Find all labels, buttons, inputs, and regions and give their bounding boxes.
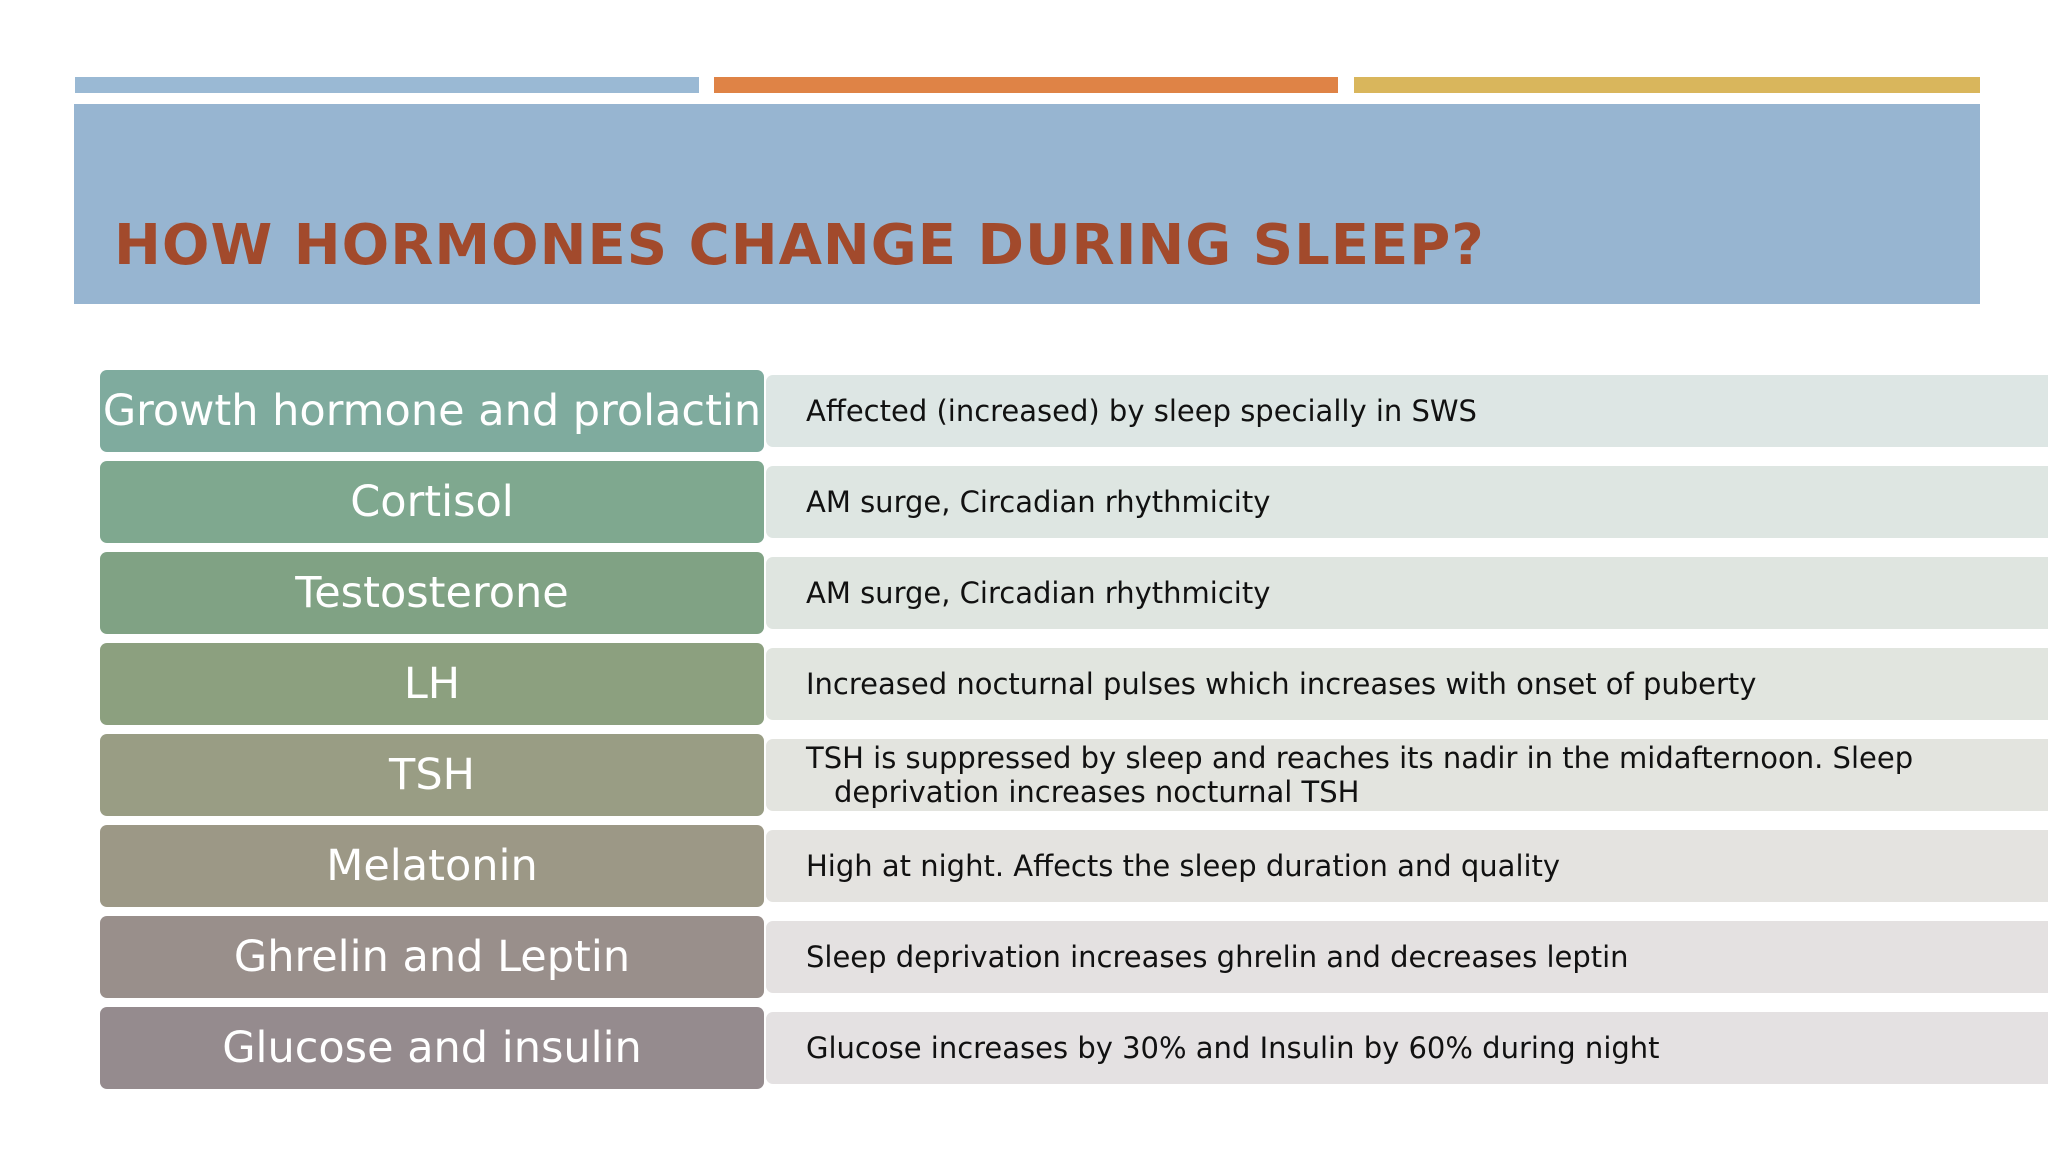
table-row xyxy=(100,370,1960,452)
accent-bar-orange xyxy=(714,77,1338,93)
table-row xyxy=(100,825,1960,907)
hormone-label: Growth hormone and prolactin xyxy=(100,370,764,452)
hormone-description: Sleep deprivation increases ghrelin and decreases leptin xyxy=(766,921,2048,993)
hormone-label: Melatonin xyxy=(100,825,764,907)
hormone-label: LH xyxy=(100,643,764,725)
hormone-label: Cortisol xyxy=(100,461,764,543)
accent-bar-gold xyxy=(1354,77,1980,93)
hormone-description: Affected (increased) by sleep specially in SWS xyxy=(766,375,2048,447)
hormone-label: TSH xyxy=(100,734,764,816)
table-row xyxy=(100,552,1960,634)
hormone-description: TSH is suppressed by sleep and reaches its nadir in the midafternoon. Sleep deprivation increases nocturnal TSH xyxy=(766,739,2048,811)
hormone-description: Increased nocturnal pulses which increases with onset of puberty xyxy=(766,648,2048,720)
hormone-description: AM surge, Circadian rhythmicity xyxy=(766,466,2048,538)
table-row xyxy=(100,461,1960,543)
hormone-description: High at night. Affects the sleep duration and quality xyxy=(766,830,2048,902)
hormone-label: Testosterone xyxy=(100,552,764,634)
slide-title: HOW HORMONES CHANGE DURING SLEEP? xyxy=(114,213,1485,278)
hormone-label: Ghrelin and Leptin xyxy=(100,916,764,998)
hormone-description: AM surge, Circadian rhythmicity xyxy=(766,557,2048,629)
hormone-table xyxy=(100,370,1960,1098)
table-row xyxy=(100,643,1960,725)
table-row xyxy=(100,916,1960,998)
table-row xyxy=(100,734,1960,816)
hormone-label: Glucose and insulin xyxy=(100,1007,764,1089)
accent-bar-blue xyxy=(75,77,699,93)
hormone-description: Glucose increases by 30% and Insulin by 60% during night xyxy=(766,1012,2048,1084)
table-row xyxy=(100,1007,1960,1089)
